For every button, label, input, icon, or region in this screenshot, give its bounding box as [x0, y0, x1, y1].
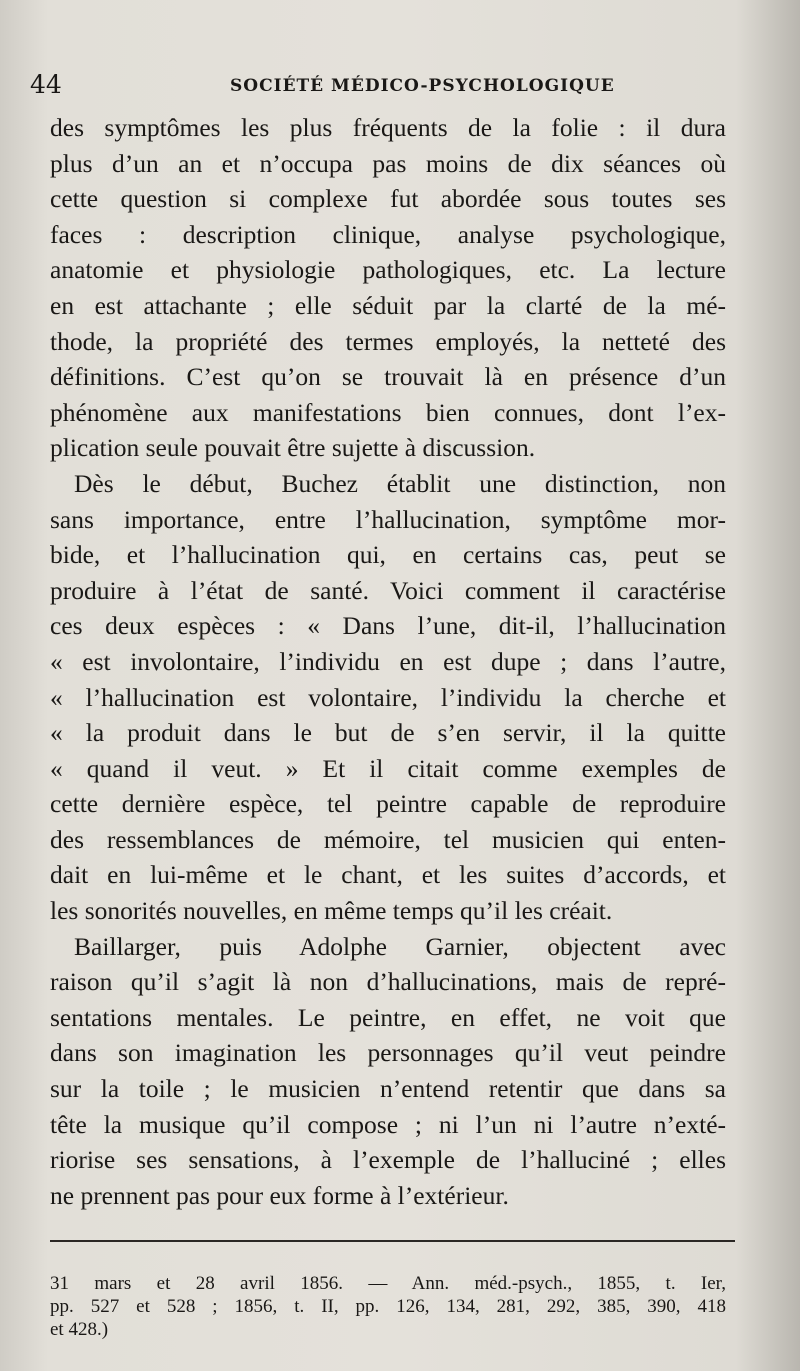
text-line: dans son imagination les personnages qu’il veut peindre [50, 1038, 726, 1068]
text-line: ces deux espèces : « Dans l’une, dit-il, l’hallucination [50, 611, 726, 641]
text-line: tête la musique qu’il compose ; ni l’un ni l’autre n’exté- [50, 1109, 726, 1139]
text-line: cette dernière espèce, tel peintre capable de reproduire [50, 789, 726, 819]
text-line: « la produit dans le but de s’en servir, il la quitte [50, 718, 726, 748]
text-line: plus d’un an et n’occupa pas moins de dix séances où [50, 148, 726, 178]
text-line: faces : description clinique, analyse psychologique, [50, 219, 726, 249]
text-line: sans importance, entre l’hallucination, symptôme mor- [50, 504, 726, 534]
text-line: des symptômes les plus fréquents de la folie : il dura [50, 113, 726, 142]
footnote-line: pp. 527 et 528 ; 1856, t. II, pp. 126, 134, 281, 292, 385, 390, 418 [50, 1296, 726, 1317]
text-line: « quand il veut. » Et il citait comme exemples de [50, 753, 726, 783]
text-line: anatomie et physiologie pathologiques, etc. La lecture [50, 255, 726, 285]
text-line: dait en lui-même et le chant, et les suites d’accords, et [50, 860, 726, 890]
text-line: les sonorités nouvelles, en même temps qu’il les créait. [50, 896, 613, 926]
body-text [50, 110, 726, 1213]
text-line: définitions. C’est qu’on se trouvait là en présence d’un [50, 362, 726, 392]
text-line: des ressemblances de mémoire, tel musicien qui enten- [50, 824, 726, 854]
text-line: thode, la propriété des termes employés, la netteté des [50, 326, 726, 356]
footnote-line: et 428.) [50, 1319, 109, 1340]
text-line: phénomène aux manifestations bien connues, dont l’ex- [50, 397, 726, 427]
page-header [30, 70, 770, 100]
text-line: riorise ses sensations, à l’exemple de l’halluciné ; elles [50, 1145, 726, 1175]
text-line: Baillarger, puis Adolphe Garnier, objectent avec [74, 931, 726, 961]
text-line: cette question si complexe fut abordée sous toutes ses [50, 184, 726, 214]
text-line: « l’hallucination est volontaire, l’individu la cherche et [50, 682, 726, 712]
footnote-line: 31 mars et 28 avril 1856. — Ann. méd.-psych., 1855, t. Ier, [50, 1273, 726, 1294]
footnote [50, 1272, 726, 1341]
page-number: 44 [30, 70, 62, 99]
text-line: ne prennent pas pour eux forme à l’extérieur. [50, 1180, 509, 1210]
text-line: produire à l’état de santé. Voici comment il caractérise [50, 575, 726, 605]
text-line: sur la toile ; le musicien n’entend retentir que dans sa [50, 1074, 726, 1104]
footnote-rule [50, 1240, 735, 1242]
text-line: sentations mentales. Le peintre, en effet, ne voit que [50, 1002, 726, 1032]
text-line: « est involontaire, l’individu en est dupe ; dans l’autre, [50, 646, 726, 676]
text-line: raison qu’il s’agit là non d’hallucinations, mais de repré- [50, 967, 726, 997]
running-head: SOCIÉTÉ MÉDICO-PSYCHOLOGIQUE [230, 76, 615, 96]
text-line: en est attachante ; elle séduit par la clarté de la mé- [50, 290, 726, 320]
text-line: plication seule pouvait être sujette à discussion. [50, 433, 536, 463]
text-line: bide, et l’hallucination qui, en certains cas, peut se [50, 540, 726, 570]
text-line: Dès le début, Buchez établit une distinction, non [74, 468, 726, 498]
